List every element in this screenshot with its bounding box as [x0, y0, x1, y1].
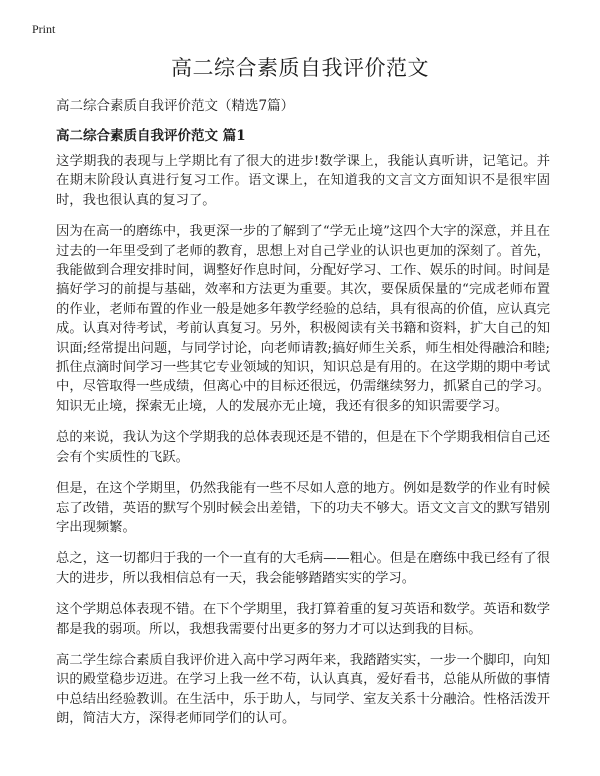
document-subtitle: 高二综合素质自我评价范文（精选7篇）	[56, 98, 295, 114]
paragraph: 这个学期总体表现不错。在下个学期里，我打算着重的复习英语和数学。英语和数学都是我的弱项。所以，我想我需要付出更多的努力才可以达到我的目标。	[56, 602, 550, 637]
page-title: 高二综合素质自我评价范文	[171, 56, 429, 80]
print-link[interactable]: Print	[32, 22, 56, 36]
paragraph: 但是，在这个学期里，仍然我能有一些不尽如人意的地方。例如是数学的作业有时候忘了改错，英语的默写个别时候会出差错，下的功夫不够大。语文文言文的默写错别字出现频繁。	[56, 481, 550, 535]
paragraph: 高二学生综合素质自我评价进入高中学习两年来，我踏踏实实，一步一个脚印，向知识的殿堂稳步迈进。在学习上我一丝不苟，认认真真，爱好看书，总能从所做的事情中总结出经验教训。在生活中，乐于助人，与同学、室友关系十分融洽。性格活泼开朗，简洁大方，深得老师同学们的认可。	[56, 652, 550, 727]
paragraph: 总的来说，我认为这个学期我的总体表现还是不错的，但是在下个学期我相信自己还会有个实质性的飞跃。	[56, 430, 550, 465]
paragraph: 总之，这一切都归于我的一个一直有的大毛病——粗心。但是在磨练中我已经有了很大的进步，所以我相信总有一天，我会能够踏踏实实的学习。	[56, 551, 550, 586]
section-heading: 高二综合素质自我评价范文 篇1	[56, 128, 246, 144]
article-body	[56, 152, 550, 741]
paragraph: 因为在高一的磨练中，我更深一步的了解到了“学无止境”这四个大字的深意，并且在过去的一年里受到了老师的教育，思想上对自己学业的认识也更加的深刻了。首先，我能做到合理安排时间，调整好作息时间，分配好学习、工作、娱乐的时间。时间是搞好学习的前提与基础，效率和方法更为重要。其次，要保质保量的“完成老师布置的作业，老师布置的作业一般是她多年教学经验的总结，具有很高的价值，应认真完成。认真对待考试，考前认真复习。另外，积极阅读有关书籍和资料，扩大自己的知识面;经常提出问题，与同学讨论，向老师请教;搞好师生关系，师生相处得融洽和睦;抓住点滴时间学习一些其它专业领域的知识，知识总是有用的。在这学期的期中考试中，尽管取得一些成绩，但离心中的目标还很远，仍需继续努力，抓紧自己的学习。知识无止境，探索无止境，人的发展亦无止境，我还有很多的知识需要学习。	[56, 224, 550, 414]
paragraph: 这学期我的表现与上学期比有了很大的进步!数学课上，我能认真听讲，记笔记。并在期末阶段认真进行复习工作。语文课上，在知道我的文言文方面知识不是很牢固时，我也很认真的复习了。	[56, 154, 550, 208]
